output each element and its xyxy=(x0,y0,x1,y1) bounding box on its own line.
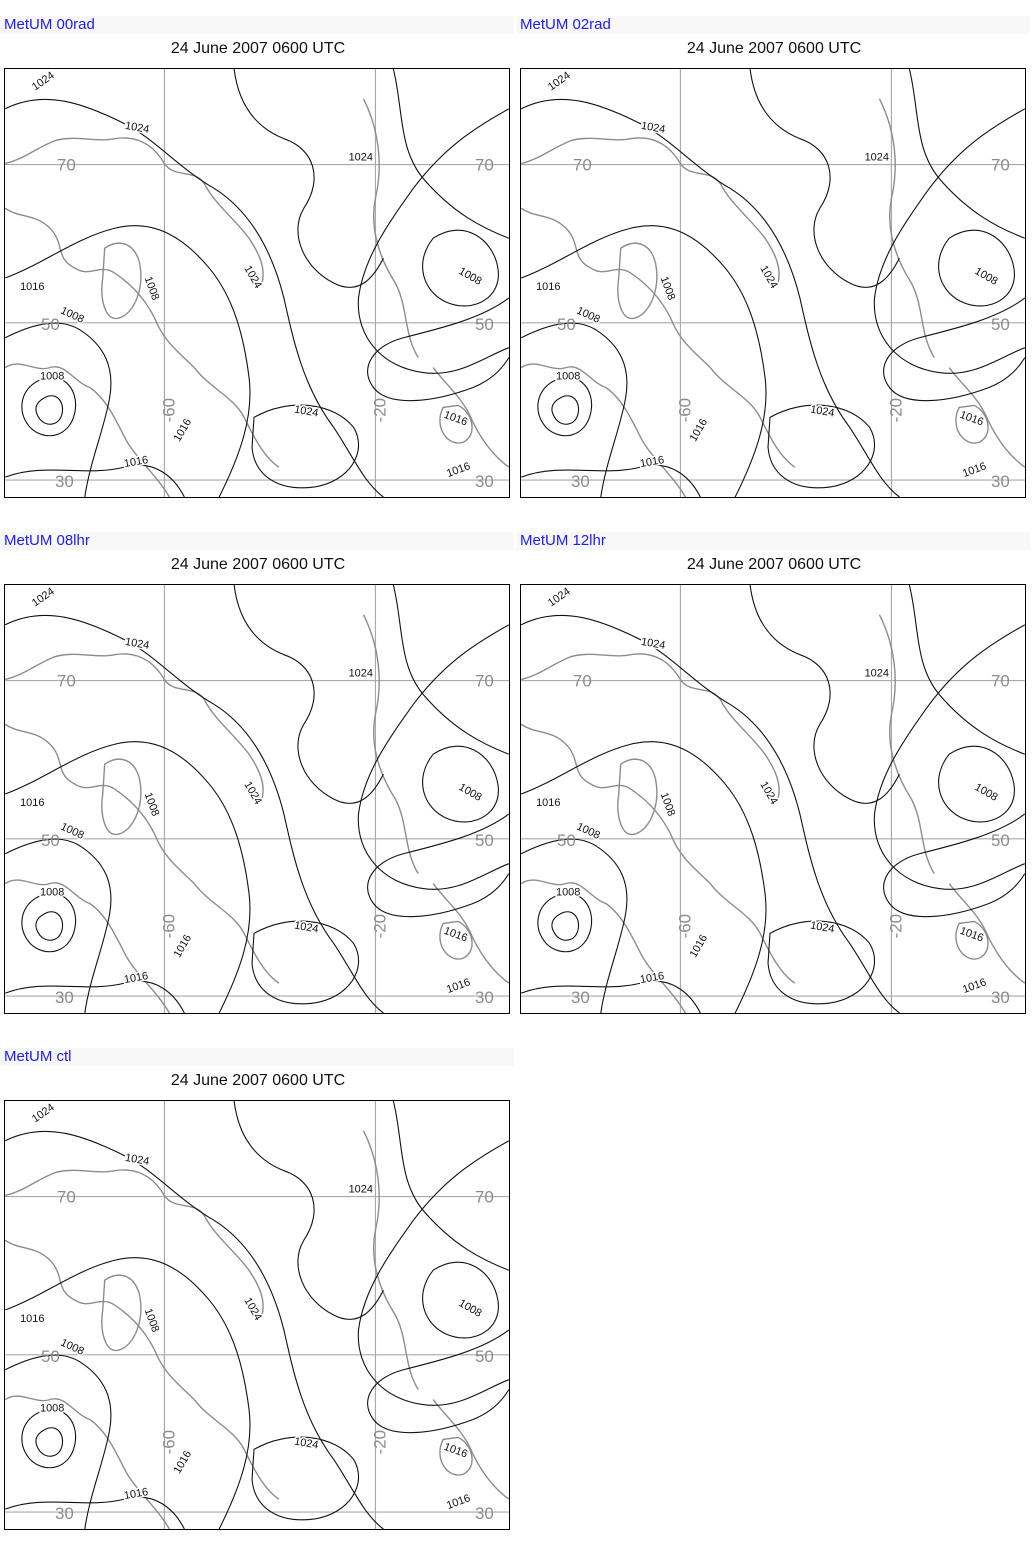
isobar-label: 1016 xyxy=(442,408,470,429)
run-label: MetUM 02rad xyxy=(516,16,1030,34)
isobar xyxy=(393,585,508,754)
coastline xyxy=(194,368,279,468)
isobar-label: 1008 xyxy=(574,820,602,842)
coastline xyxy=(364,99,419,358)
coastline xyxy=(618,759,657,834)
isobar-label: 1008 xyxy=(58,1336,86,1358)
coastline xyxy=(5,364,169,497)
graticule-label: 30 xyxy=(474,1504,494,1524)
isobar-label: 1016 xyxy=(961,460,989,480)
graticule-label: 30 xyxy=(474,472,494,492)
isobar-label: 1016 xyxy=(442,1440,470,1461)
isobar-label: 1008 xyxy=(40,886,65,899)
isobar-label: 1016 xyxy=(639,970,666,987)
coastline xyxy=(5,138,204,184)
coastline xyxy=(102,1275,141,1350)
isobar-label: 1024 xyxy=(241,779,265,807)
graticule-label: 30 xyxy=(990,988,1010,1008)
coastline xyxy=(710,368,795,468)
map-panel-00rad xyxy=(0,0,516,516)
isobar xyxy=(521,226,766,497)
isobar-label: 1008 xyxy=(40,1402,65,1415)
isobar-label: 1008 xyxy=(141,790,162,818)
isobar-label: 1016 xyxy=(958,924,986,945)
isobar xyxy=(234,585,383,803)
isobar-label: 1016 xyxy=(20,796,45,809)
isobar-label: 1008 xyxy=(972,781,1000,804)
graticule-label: 70 xyxy=(572,155,592,175)
pressure-map xyxy=(520,68,1026,498)
valid-time: 24 June 2007 0600 UTC xyxy=(170,556,346,573)
graticule-label: -60 xyxy=(159,1429,179,1455)
isobar-label: 1008 xyxy=(657,274,678,302)
isobar xyxy=(36,1428,63,1456)
isobar-label: 1016 xyxy=(171,1448,195,1476)
isobar-label: 1008 xyxy=(657,790,678,818)
isobar xyxy=(521,742,766,1013)
graticule-label: -20 xyxy=(886,397,906,423)
isobar-label: 1008 xyxy=(574,304,602,326)
coastline xyxy=(102,759,141,834)
isobar-label: 1024 xyxy=(293,1435,320,1452)
isobar xyxy=(368,1330,509,1433)
map-panel-08lhr xyxy=(0,516,516,1032)
graticule-label: 50 xyxy=(474,1346,494,1366)
graticule-label: 70 xyxy=(56,155,76,175)
isobar xyxy=(884,814,1025,917)
isobar-label: 1016 xyxy=(123,970,150,987)
coastline xyxy=(521,138,720,184)
graticule-label: -20 xyxy=(370,913,390,939)
isobar-label: 1016 xyxy=(639,454,666,471)
isobar xyxy=(252,405,359,488)
isobar xyxy=(36,396,63,424)
isobar-label: 1024 xyxy=(124,119,151,136)
isobar xyxy=(538,893,592,951)
isobar xyxy=(368,298,509,401)
isobar-label: 1008 xyxy=(972,265,1000,288)
isobar-label: 1024 xyxy=(809,919,836,936)
isobar-label: 1016 xyxy=(536,796,561,809)
isobar xyxy=(5,226,250,497)
isobar-label: 1024 xyxy=(757,779,781,807)
coastline xyxy=(5,654,204,700)
isobar-label: 1016 xyxy=(171,932,195,960)
graticule-label: 70 xyxy=(474,155,494,175)
isobar-label: 1024 xyxy=(640,635,667,652)
isobar xyxy=(5,742,250,1013)
isobar-label: 1016 xyxy=(123,1486,150,1503)
isobar xyxy=(22,1409,76,1467)
isobar-label: 1024 xyxy=(864,151,889,164)
isobar xyxy=(768,921,875,1004)
coastline xyxy=(880,615,935,874)
coastline xyxy=(194,884,279,984)
isobar xyxy=(393,1101,508,1270)
map-panel-12lhr xyxy=(516,516,1032,1032)
isobar-label: 1024 xyxy=(348,667,373,680)
isobar-label: 1008 xyxy=(456,1297,484,1320)
isobar-label: 1016 xyxy=(123,454,150,471)
valid-time: 24 June 2007 0600 UTC xyxy=(170,40,346,57)
isobar-label: 1016 xyxy=(442,924,470,945)
isobar-label: 1008 xyxy=(58,304,86,326)
graticule-label: 50 xyxy=(990,830,1010,850)
isobar-label: 1024 xyxy=(864,667,889,680)
isobar-label: 1016 xyxy=(171,416,195,444)
isobar-label: 1016 xyxy=(536,280,561,293)
graticule-label: 30 xyxy=(54,988,74,1008)
coastline xyxy=(364,615,419,874)
isobar xyxy=(552,396,579,424)
coastline xyxy=(521,880,685,1013)
isobar-label: 1008 xyxy=(556,370,581,383)
isobar xyxy=(750,69,899,287)
pressure-map xyxy=(4,1100,510,1530)
isobar xyxy=(538,377,592,435)
graticule-label: 30 xyxy=(570,988,590,1008)
run-label: MetUM 08lhr xyxy=(0,532,514,550)
coastline xyxy=(5,1396,169,1529)
isobar-label: 1024 xyxy=(293,919,320,936)
graticule-label: 50 xyxy=(41,830,60,850)
coastline xyxy=(521,654,720,700)
coastline xyxy=(710,884,795,984)
graticule-label: 70 xyxy=(990,155,1010,175)
graticule-label: 50 xyxy=(41,314,60,334)
isobar xyxy=(552,912,579,940)
pressure-map xyxy=(4,68,510,498)
mslp-contour-map xyxy=(5,1101,509,1529)
isobar-label: 1008 xyxy=(40,370,65,383)
graticule-label: 50 xyxy=(990,314,1010,334)
graticule-label: -20 xyxy=(886,913,906,939)
graticule-label: 50 xyxy=(557,830,576,850)
isobar xyxy=(252,921,359,1004)
isobar xyxy=(234,1101,383,1319)
valid-time: 24 June 2007 0600 UTC xyxy=(170,1072,346,1089)
pressure-map xyxy=(4,584,510,1014)
isobar xyxy=(22,893,76,951)
isobar-label: 1024 xyxy=(29,69,57,94)
isobar-label: 1016 xyxy=(961,976,989,996)
isobar-label: 1024 xyxy=(29,585,57,610)
graticule-label: 30 xyxy=(54,1504,74,1524)
graticule-label: 70 xyxy=(474,1187,494,1207)
isobar-label: 1016 xyxy=(687,416,711,444)
run-label: MetUM 00rad xyxy=(0,16,514,34)
isobar-label: 1024 xyxy=(241,1295,265,1323)
graticule-label: -20 xyxy=(370,397,390,423)
isobar-label: 1016 xyxy=(20,280,45,293)
coastline xyxy=(364,1131,419,1390)
graticule-label: 30 xyxy=(474,988,494,1008)
isobar-label: 1008 xyxy=(141,274,162,302)
isobar xyxy=(909,69,1024,238)
run-label: MetUM ctl xyxy=(0,1048,514,1066)
isobar-label: 1008 xyxy=(456,781,484,804)
isobar-label: 1016 xyxy=(445,976,473,996)
coastline xyxy=(618,243,657,318)
mslp-contour-map xyxy=(521,69,1025,497)
isobar-label: 1024 xyxy=(545,585,573,610)
isobar-label: 1016 xyxy=(687,932,711,960)
isobar-label: 1024 xyxy=(757,263,781,291)
graticule-label: 50 xyxy=(474,830,494,850)
isobar xyxy=(768,405,875,488)
isobar-label: 1024 xyxy=(124,1151,151,1168)
graticule-label: 70 xyxy=(56,1187,76,1207)
graticule-label: -60 xyxy=(675,913,695,939)
isobar-label: 1024 xyxy=(124,635,151,652)
mslp-contour-map xyxy=(5,69,509,497)
isobar-label: 1024 xyxy=(640,119,667,136)
isobar xyxy=(750,585,899,803)
run-label: MetUM 12lhr xyxy=(516,532,1030,550)
mslp-contour-map xyxy=(521,585,1025,1013)
graticule-label: -60 xyxy=(159,397,179,423)
isobar xyxy=(36,912,63,940)
isobar-label: 1016 xyxy=(20,1312,45,1325)
map-panel-ctl xyxy=(0,1032,516,1548)
graticule-label: 70 xyxy=(990,671,1010,691)
graticule-label: 50 xyxy=(557,314,576,334)
isobar-label: 1016 xyxy=(958,408,986,429)
graticule-label: 30 xyxy=(54,472,74,492)
isobar xyxy=(368,814,509,917)
graticule-label: -60 xyxy=(159,913,179,939)
graticule-label: -20 xyxy=(370,1429,390,1455)
isobar-label: 1024 xyxy=(241,263,265,291)
isobar xyxy=(884,298,1025,401)
isobar-label: 1008 xyxy=(141,1306,162,1334)
pressure-map xyxy=(520,584,1026,1014)
isobar-label: 1024 xyxy=(293,403,320,420)
valid-time: 24 June 2007 0600 UTC xyxy=(686,40,862,57)
isobar-label: 1024 xyxy=(348,1183,373,1196)
mslp-contour-map xyxy=(5,585,509,1013)
isobar xyxy=(5,1258,250,1529)
graticule-label: 50 xyxy=(474,314,494,334)
isobar-label: 1016 xyxy=(445,1492,473,1512)
isobar-label: 1024 xyxy=(29,1101,57,1126)
isobar-label: 1024 xyxy=(545,69,573,94)
isobar xyxy=(234,69,383,287)
graticule-label: 70 xyxy=(474,671,494,691)
isobar-label: 1016 xyxy=(445,460,473,480)
graticule-label: 70 xyxy=(572,671,592,691)
coastline xyxy=(5,1170,204,1216)
isobar xyxy=(909,585,1024,754)
coastline xyxy=(194,1400,279,1500)
graticule-label: -60 xyxy=(675,397,695,423)
coastline xyxy=(880,99,935,358)
isobar xyxy=(252,1437,359,1520)
graticule-label: 30 xyxy=(990,472,1010,492)
isobar-label: 1024 xyxy=(809,403,836,420)
valid-time: 24 June 2007 0600 UTC xyxy=(686,556,862,573)
isobar xyxy=(393,69,508,238)
map-panel-02rad xyxy=(516,0,1032,516)
coastline xyxy=(521,364,685,497)
isobar-label: 1008 xyxy=(456,265,484,288)
graticule-label: 70 xyxy=(56,671,76,691)
graticule-label: 50 xyxy=(41,1346,60,1366)
graticule-label: 30 xyxy=(570,472,590,492)
coastline xyxy=(5,880,169,1013)
isobar-label: 1024 xyxy=(348,151,373,164)
isobar xyxy=(22,377,76,435)
isobar-label: 1008 xyxy=(556,886,581,899)
coastline xyxy=(102,243,141,318)
isobar-label: 1008 xyxy=(58,820,86,842)
